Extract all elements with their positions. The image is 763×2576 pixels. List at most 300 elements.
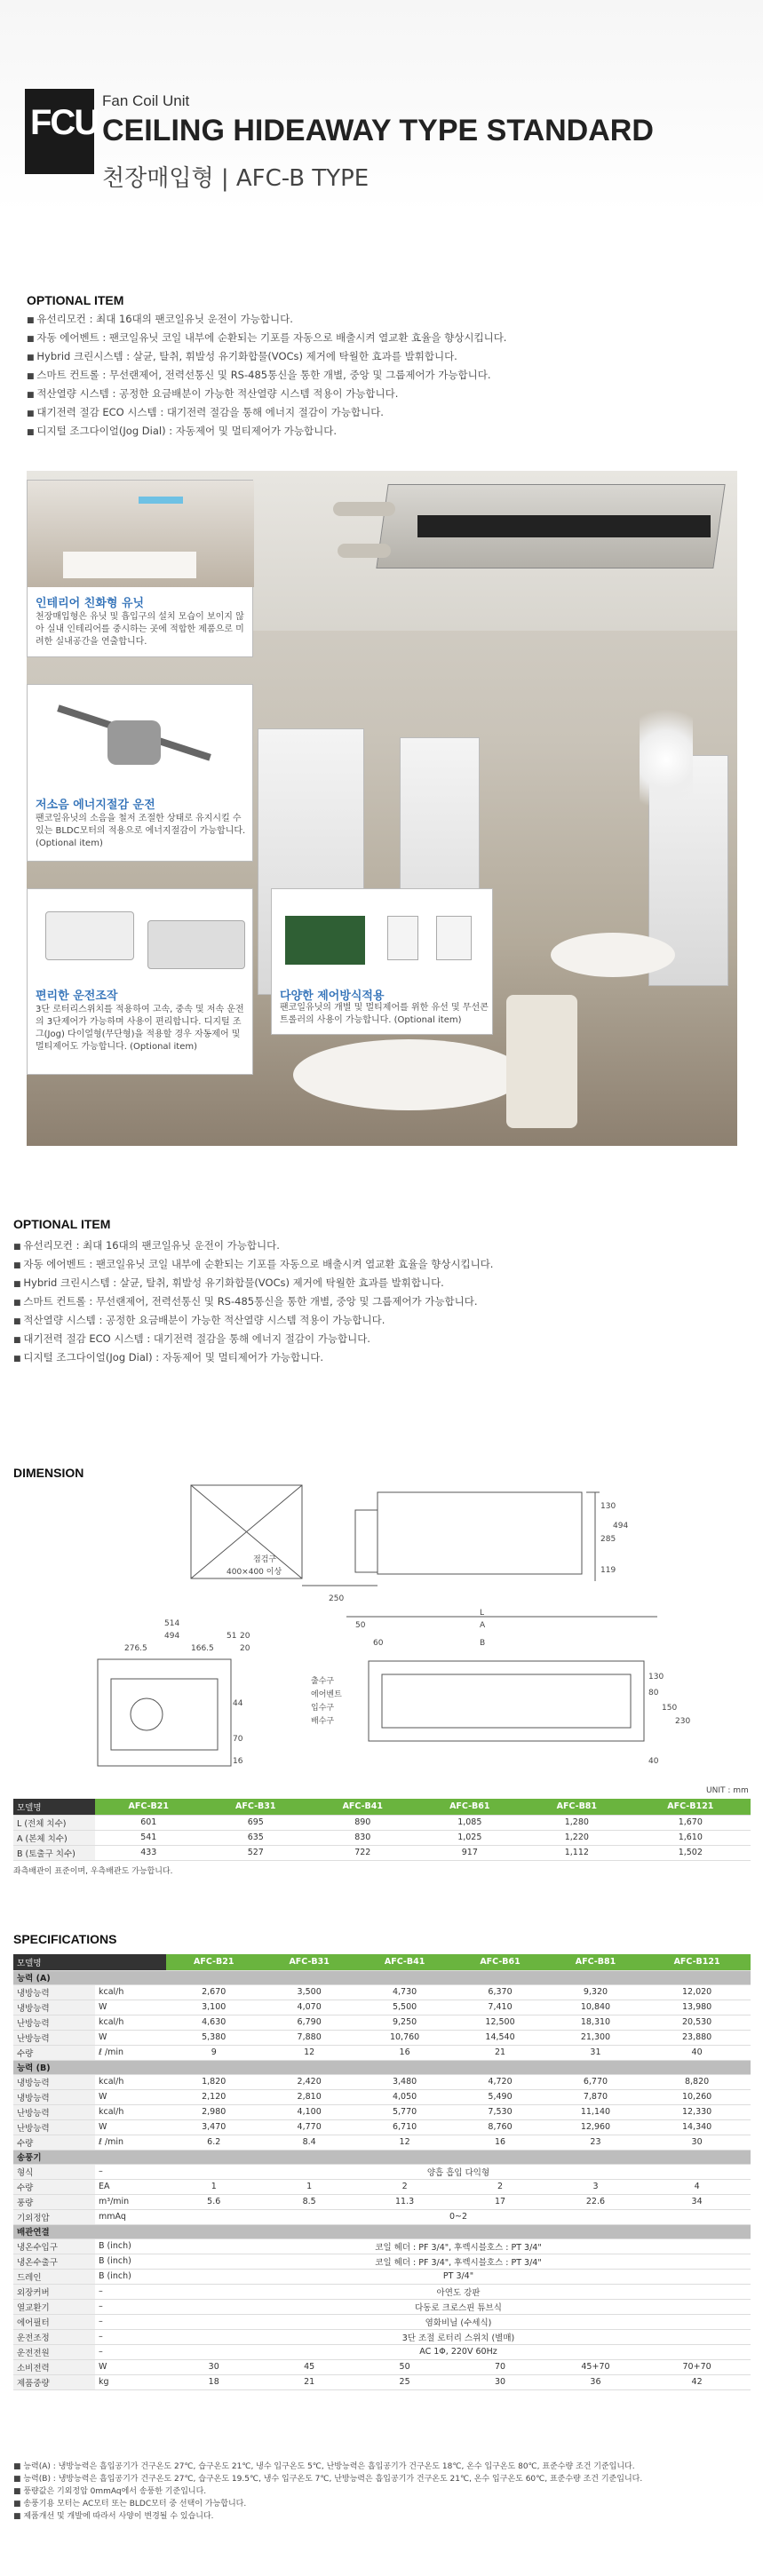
row-label: 수량 [13,2179,95,2194]
cell: 다동로 크로스핀 튜브식 [166,2299,751,2314]
row-label: 난방능력 [13,2119,95,2135]
optional-item: ■ 대기전력 절감 ECO 시스템 : 대기전력 절감을 통해 에너지 절감이 가능합니다. [27,404,737,423]
cell: 염화비닐 (수세식) [166,2314,751,2329]
cell: 30 [452,2374,547,2389]
chair [506,995,577,1128]
table-row [13,2254,751,2269]
dim-label: 70 [233,1735,243,1744]
cell: 22.6 [548,2194,643,2209]
group-label: 송풍기 [13,2150,751,2164]
row-label: 냉방능력 [13,2000,95,2015]
fan-coil-subtitle: Fan Coil Unit [102,92,190,109]
cell: 1 [166,2179,261,2194]
cell: 8.5 [261,2194,356,2209]
card-title: 다양한 제어방식적용 [280,990,385,1003]
optional-item: ■ 스마트 컨트롤 : 무선랜제어, 전력선통신 및 RS-485통신을 통한 개별, 중앙 및 그룹제어가 가능합니다. [13,1293,751,1312]
cell: 21,300 [548,2030,643,2045]
cell: 3 [548,2179,643,2194]
optional-list-2 [13,1237,751,1368]
optional-item: ■ Hybrid 크린시스템 : 살균, 탈취, 휘발성 유기화합물(VOCs) 제거에 탁월한 효과를 발휘합니다. [27,348,737,367]
optional-title-2: OPTIONAL ITEM [13,1217,111,1231]
cell: 12 [357,2135,452,2150]
cell: 16 [357,2045,452,2060]
cell: 7,530 [452,2104,547,2119]
cell: 527 [203,1845,310,1860]
row-unit: W [95,2089,166,2104]
row-label: 외장커버 [13,2284,95,2299]
cell: 1,085 [417,1815,524,1830]
wired-controller-image [436,916,472,960]
col-header: AFC-B121 [631,1799,751,1815]
cell: 4,100 [261,2104,356,2119]
dim-label: 40 [648,1757,659,1766]
optional-item: ■ 적산열량 시스템 : 공정한 요금배분이 가능한 적산열량 시스템 적용이 가능합니다. [27,386,737,404]
dining-table [293,1039,524,1110]
cell: 70+70 [643,2359,751,2374]
dim-label: 51 [227,1632,237,1641]
row-unit: – [95,2329,166,2344]
row-unit: EA [95,2179,166,2194]
unit-front-inner [111,1679,218,1750]
cell: 4,050 [357,2089,452,2104]
cell: 2,810 [261,2089,356,2104]
table-row [13,1815,751,1830]
optional-item: ■ 디지털 조그다이얼(Jog Dial) : 자동제어 및 멀티제어가 가능합니다. [27,423,737,441]
cell: 45 [261,2359,356,2374]
note-item: ■ 제품개선 및 개발에 따라서 사양이 변경될 수 있습니다. [13,2512,214,2521]
row-label: 냉온수입구 [13,2238,95,2254]
cell: 7,870 [548,2089,643,2104]
cell: 6,370 [452,1984,547,2000]
cell: 6.2 [166,2135,261,2150]
page-title: CEILING HIDEAWAY TYPE STANDARD [102,114,654,147]
unit-label: UNIT : mm [706,1786,749,1795]
hose-icon [333,502,395,516]
row-unit: – [95,2299,166,2314]
cell: 6,710 [357,2119,452,2135]
table-header [13,1799,751,1815]
dim-label: 494 [164,1632,180,1641]
row-unit: m³/min [95,2194,166,2209]
cell: 10,760 [357,2030,452,2045]
row-label: 에어필터 [13,2314,95,2329]
cell: 14,340 [643,2119,751,2135]
row-label: 난방능력 [13,2015,95,2030]
row-label: A (본체 치수) [13,1830,95,1845]
cell: 890 [309,1815,417,1830]
group-row [13,1970,751,1984]
col-header: AFC-B61 [417,1799,524,1815]
table-row [13,2194,751,2209]
cell: 8,820 [643,2074,751,2089]
cell: 4,070 [261,2000,356,2015]
dim-label: 44 [233,1699,243,1708]
cell: 8,760 [452,2119,547,2135]
cell: PT 3/4" [166,2269,751,2284]
cell: 1,610 [631,1830,751,1845]
optional-item: ■ 적산열량 시스템 : 공정한 요금배분이 가능한 적산열량 시스템 적용이 가능합니다. [13,1312,751,1331]
cell: 12 [261,2045,356,2060]
table-row [13,2119,751,2135]
table-row [13,2164,751,2179]
cell: 10,260 [643,2089,751,2104]
cell: 13,980 [643,2000,751,2015]
group-label: 배관연결 [13,2224,751,2238]
cell: 23 [548,2135,643,2150]
row-unit: – [95,2344,166,2359]
unit-outline-top [378,1492,582,1574]
row-unit: – [95,2284,166,2299]
table-row [13,2015,751,2030]
col-header: 모델명 [13,1954,95,1970]
optional-item: ■ 자동 에어벤트 : 팬코일유닛 코일 내부에 순환되는 기포를 자동으로 배출시켜 열교환 효율을 향상시킵니다. [13,1256,751,1275]
dim-label: 166.5 [191,1644,214,1653]
row-unit: – [95,2164,166,2179]
cell: 34 [643,2194,751,2209]
card-text: 팬코일유닛의 개별 및 멀티제어를 위한 유선 및 무선콘트롤러의 사용이 가능합니다. (Optional item) [280,1003,489,1025]
row-label: L (전체 치수) [13,1815,95,1830]
dimension-note: 좌측배관이 표준이며, 우측배관도 가능합니다. [13,1867,173,1876]
row-label: 운전조정 [13,2329,95,2344]
col-header: AFC-B121 [643,1954,751,1970]
air-vent-label: 에어벤트 [311,1690,342,1699]
drain-label: 배수구 [311,1717,335,1726]
table-row [13,2359,751,2374]
cell: 코일 헤더 : PF 3/4", 후렉시블호스 : PT 3/4" [166,2254,751,2269]
dim-label: A [480,1621,486,1630]
note-item: ■ 풍량값은 기외정압 0mmAq에서 송풍한 기준입니다. [13,2487,207,2496]
cell: 3,500 [261,1984,356,2000]
table-row [13,2179,751,2194]
col-header: AFC-B21 [95,1799,203,1815]
col-header: AFC-B41 [357,1954,452,1970]
cell: 7,410 [452,2000,547,2015]
table-row [13,2135,751,2150]
cell: 31 [548,2045,643,2060]
dimension-drawing [0,1457,763,1830]
cell: 830 [309,1830,417,1845]
dim-label: 50 [355,1621,366,1630]
unit-side-view [369,1661,644,1741]
fan-icon [131,1698,163,1730]
dim-label: 80 [648,1689,659,1697]
spec-title: SPECIFICATIONS [13,1932,117,1946]
col-header: AFC-B41 [309,1799,417,1815]
cell: 5,500 [357,2000,452,2015]
cell: 8.4 [261,2135,356,2150]
cell: 70 [452,2359,547,2374]
row-label: 드레인 [13,2269,95,2284]
card-text: 팬코일유닛의 소음을 철저 조절한 상태로 유지시킬 수 있는 BLDC모터의 적용으로 에너지절감이 가능합니다. (Optional item) [36,814,246,848]
table-row [13,2299,751,2314]
row-label: 제품중량 [13,2374,95,2389]
card-title: 인테리어 친화형 유닛 [36,597,145,610]
cell: 1,025 [417,1830,524,1845]
cell: 1,220 [523,1830,631,1845]
cell: AC 1Φ, 220V 60Hz [166,2344,751,2359]
cell: 23,880 [643,2030,751,2045]
row-label: 열교환기 [13,2299,95,2314]
cell: 코일 헤더 : PF 3/4", 후렉시블호스 : PT 3/4" [166,2238,751,2254]
chandelier [640,693,693,826]
unit-side-inner [382,1674,631,1728]
row-label: 난방능력 [13,2104,95,2119]
table-row [13,1845,751,1860]
cell: 5,380 [166,2030,261,2045]
row-label: 풍량 [13,2194,95,2209]
table-header [13,1954,751,1970]
rotary-switch-image [45,911,134,960]
cell: 14,540 [452,2030,547,2045]
note-item: ■ 능력(B) : 냉방능력은 흡입공기가 건구온도 27℃, 습구온도 19.5℃, 냉수 입구온도 7℃, 난방능력은 흡입공기가 건구온도 21℃, 온수 입구온도 60℃, 표준수량 조건 기준입니다. [13,2475,643,2484]
group-row [13,2224,751,2238]
cell: 1,670 [631,1815,751,1830]
row-unit: W [95,2119,166,2135]
group-row [13,2150,751,2164]
inspection-size-label: 400×400 이상 [227,1568,282,1577]
cell: 30 [643,2135,751,2150]
cell: 1,502 [631,1845,751,1860]
row-unit: kcal/h [95,2015,166,2030]
card-title: 편리한 운전조작 [36,990,118,1003]
row-unit: W [95,2359,166,2374]
dining-table [551,933,675,977]
cell: 4,630 [166,2015,261,2030]
cell: 4,730 [357,1984,452,2000]
dim-label: 285 [600,1535,616,1544]
cell: 45+70 [548,2359,643,2374]
row-unit: W [95,2030,166,2045]
row-label: 냉방능력 [13,2074,95,2089]
optional-item: ■ 스마트 컨트롤 : 무선랜제어, 전력선통신 및 RS-485통신을 통한 개별, 중앙 및 그룹제어가 가능합니다. [27,367,737,386]
unit-outlet [417,515,711,537]
row-unit: ℓ /min [95,2135,166,2150]
cell: 9 [166,2045,261,2060]
jog-dial-image [147,920,245,969]
cell: 6,790 [261,2015,356,2030]
cell: 7,880 [261,2030,356,2045]
cell: 2,980 [166,2104,261,2119]
pcb-image [285,916,365,965]
airflow-icon [139,497,183,504]
dim-label: 230 [675,1717,691,1726]
optional-item: ■ 유선리모컨 : 최대 16대의 팬코일유닛 운전이 가능합니다. [13,1237,751,1256]
cell: 2,120 [166,2089,261,2104]
cell: 3,470 [166,2119,261,2135]
bldc-motor-image [107,720,161,765]
note-item: ■ 능력(A) : 냉방능력은 흡입공기가 건구온도 27℃, 습구온도 21℃, 냉수 입구온도 5℃, 난방능력은 흡입공기가 건구온도 18℃, 온수 입구온도 80℃, 표준수량 조건 기준입니다. [13,2462,635,2471]
col-header: AFC-B31 [261,1954,356,1970]
cell: 10,840 [548,2000,643,2015]
row-label: 냉방능력 [13,2089,95,2104]
cell: 5.6 [166,2194,261,2209]
outlet-label: 출수구 [311,1677,335,1686]
cell: 635 [203,1830,310,1845]
cell: 6,770 [548,2074,643,2089]
cell: 2 [357,2179,452,2194]
table-row [13,2269,751,2284]
cell: 917 [417,1845,524,1860]
cell: 12,020 [643,1984,751,2000]
row-label: B (토출구 치수) [13,1845,95,1860]
cell: 3,480 [357,2074,452,2089]
table-row [13,2074,751,2089]
cell: 9,250 [357,2015,452,2030]
cell: 2 [452,2179,547,2194]
optional-item: ■ 디지털 조그다이얼(Jog Dial) : 자동제어 및 멀티제어가 가능합니다. [13,1349,751,1368]
cell: 1,820 [166,2074,261,2089]
table-row [13,2209,751,2224]
cell: 3,100 [166,2000,261,2015]
optional-item: ■ Hybrid 크린시스템 : 살균, 탈취, 휘발성 유기화합물(VOCs) 제거에 탁월한 효과를 발휘합니다. [13,1275,751,1293]
dim-label: B [480,1639,486,1648]
cell: 양흡 흡입 다익형 [166,2164,751,2179]
row-unit: kcal/h [95,2074,166,2089]
cell: 21 [261,2374,356,2389]
optional-title-1: OPTIONAL ITEM [27,293,124,307]
cell: 2,420 [261,2074,356,2089]
cell: 40 [643,2045,751,2060]
dim-label: 150 [662,1704,678,1713]
table-row [13,2374,751,2389]
table-row [13,1984,751,2000]
group-row [13,2060,751,2074]
dimension-title: DIMENSION [13,1466,84,1480]
row-label: 기외정압 [13,2209,95,2224]
row-label: 수량 [13,2045,95,2060]
cell: 4,720 [452,2074,547,2089]
col-header: AFC-B81 [548,1954,643,1970]
spec-notes [13,2461,751,2523]
row-label: 냉방능력 [13,1984,95,2000]
page-subtitle-kr: 천장매입형 | AFC-B TYPE [102,165,370,192]
row-label: 냉온수출구 [13,2254,95,2269]
note-item: ■ 송풍기용 모터는 AC모터 또는 BLDC모터 중 선택이 가능합니다. [13,2500,247,2508]
cell: 9,320 [548,1984,643,2000]
cell: 5,770 [357,2104,452,2119]
cell: 5,490 [452,2089,547,2104]
row-unit: kcal/h [95,1984,166,2000]
cell: 433 [95,1845,203,1860]
optional-item: ■ 자동 에어벤트 : 팬코일유닛 코일 내부에 순환되는 기포를 자동으로 배출시켜 열교환 효율을 향상시킵니다. [27,330,737,348]
dim-label: 130 [648,1673,664,1682]
row-unit: kg [95,2374,166,2389]
row-unit: mmAq [95,2209,166,2224]
dim-label: 20 [240,1632,250,1641]
col-header: AFC-B21 [166,1954,261,1970]
cell: 601 [95,1815,203,1830]
dim-label: 130 [600,1502,616,1511]
bed [63,552,196,578]
card-title: 저소음 에너지절감 운전 [36,799,155,812]
cell: 36 [548,2374,643,2389]
table-row [13,2314,751,2329]
cell: 25 [357,2374,452,2389]
row-unit: B (inch) [95,2269,166,2284]
cell: 30 [166,2359,261,2374]
dim-label: 119 [600,1566,616,1575]
cell: 12,330 [643,2104,751,2119]
table-row [13,2344,751,2359]
dim-label: 250 [329,1594,345,1603]
cell: 1 [261,2179,356,2194]
cell: 42 [643,2374,751,2389]
row-label: 소비전력 [13,2359,95,2374]
row-label: 형식 [13,2164,95,2179]
hose-icon [338,544,391,558]
cell: 21 [452,2045,547,2060]
cell: 18 [166,2374,261,2389]
dimension-table [13,1799,751,1861]
cell: 아연도 강판 [166,2284,751,2299]
row-label: 운전전원 [13,2344,95,2359]
cell: 20,530 [643,2015,751,2030]
cell: 541 [95,1830,203,1845]
card-text: 3단 로터리스위치를 적용하여 고속, 중속 및 저속 운전의 3단제어가 가능하며 사용이 편리합니다. 디지털 조그(Jog) 다이얼형(무단형)을 적용할 경우 자동제어 및 멀티제어도 가능합니다. (Optional item) [36,1005,244,1052]
row-unit: – [95,2314,166,2329]
dim-label: 60 [373,1639,384,1648]
table-row [13,2030,751,2045]
cell: 2,670 [166,1984,261,2000]
row-label: 난방능력 [13,2030,95,2045]
spec-table [13,1954,751,2390]
optional-item: ■ 유선리모컨 : 최대 16대의 팬코일유닛 운전이 가능합니다. [27,311,737,330]
group-label: 능력 (A) [13,1970,751,1984]
row-unit: B (inch) [95,2254,166,2269]
cell: 722 [309,1845,417,1860]
col-header [95,1954,166,1970]
cell: 18,310 [548,2015,643,2030]
cell: 11,140 [548,2104,643,2119]
dim-label: 16 [233,1757,243,1766]
cell: 0~2 [166,2209,751,2224]
cell: 12,500 [452,2015,547,2030]
dim-label: 494 [613,1522,629,1530]
dim-label: 20 [240,1644,250,1653]
dim-label: L [480,1609,485,1618]
cell: 695 [203,1815,310,1830]
table-row [13,1830,751,1845]
table-row [13,2238,751,2254]
group-label: 능력 (B) [13,2060,751,2074]
col-header: 모델명 [13,1799,95,1815]
row-unit: B (inch) [95,2238,166,2254]
cell: 4,770 [261,2119,356,2135]
card-text: 천장매입형은 유닛 및 흡입구의 설치 모습이 보이지 않아 실내 인테리어를 중시하는 곳에 적합한 제품으로 미려한 실내공간을 연출합니다. [36,612,244,647]
cell: 11.3 [357,2194,452,2209]
cell: 17 [452,2194,547,2209]
table-row [13,2089,751,2104]
cell: 12,960 [548,2119,643,2135]
inlet-label: 입수구 [311,1704,335,1713]
cell: 16 [452,2135,547,2150]
col-header: AFC-B31 [203,1799,310,1815]
table-row [13,2329,751,2344]
table-row [13,2045,751,2060]
row-unit: W [95,2000,166,2015]
cell: 1,112 [523,1845,631,1860]
fcu-logo: FCU [25,89,94,174]
row-label: 수량 [13,2135,95,2150]
dim-label: 514 [164,1619,180,1628]
remote-image [387,916,418,960]
table-row [13,2104,751,2119]
dim-label: 276.5 [124,1644,147,1653]
table-row [13,2284,751,2299]
table-row [13,2000,751,2015]
row-unit: ℓ /min [95,2045,166,2060]
col-header: AFC-B81 [523,1799,631,1815]
